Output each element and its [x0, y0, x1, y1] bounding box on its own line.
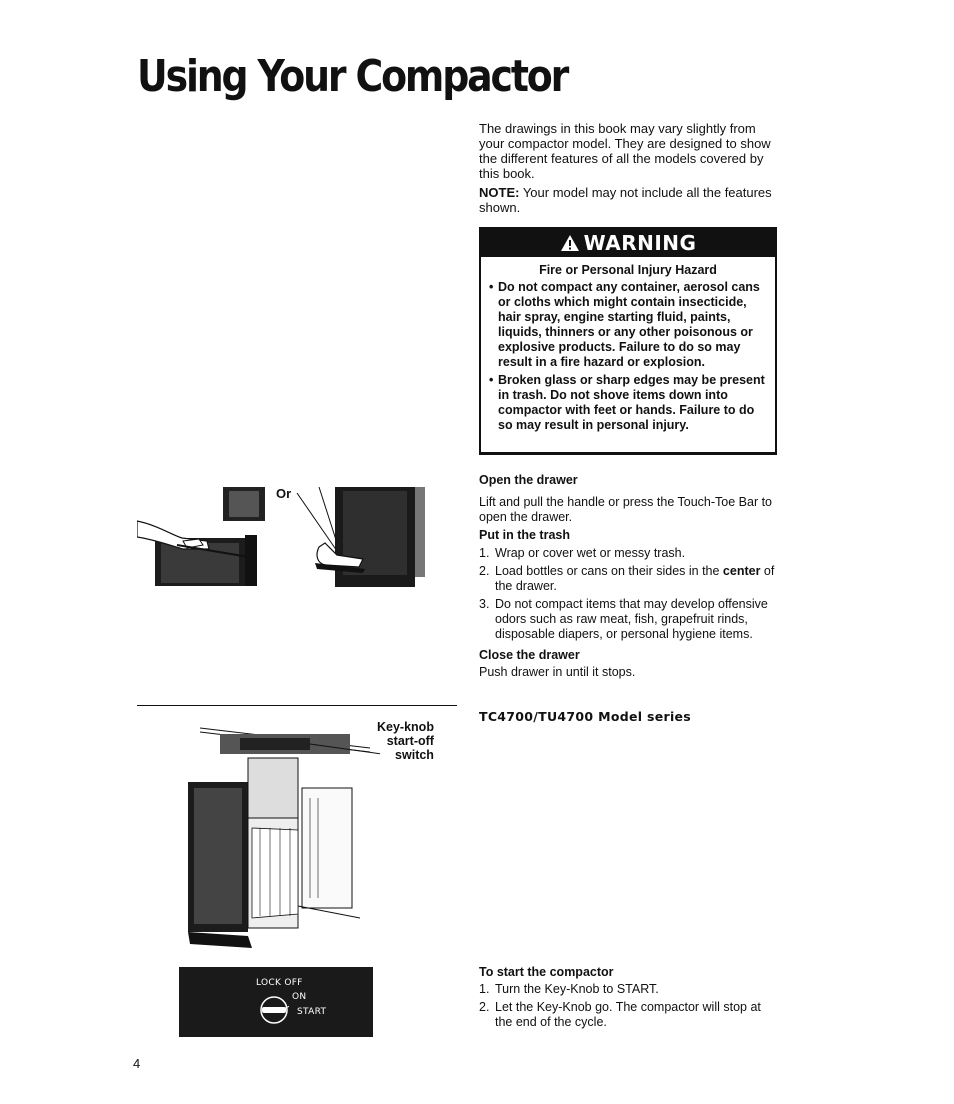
bullet-icon: •	[489, 280, 494, 294]
section-divider	[137, 705, 457, 706]
panel-on-label: ON	[292, 992, 307, 1002]
page-number: 4	[133, 1056, 141, 1071]
steps-section	[479, 473, 779, 680]
keyknob-icon[interactable]	[259, 995, 289, 1025]
list-item: 2. Let the Key-Knob go. The compactor will stop at the end of the cycle.	[479, 1000, 761, 1029]
intro-note	[479, 185, 779, 215]
warning-subheading: Fire or Personal Injury Hazard	[539, 263, 717, 277]
panel-start-label: START	[297, 1007, 327, 1017]
start-heading: To start the compactor	[479, 965, 614, 979]
page-title: Using Your Compactor	[137, 51, 568, 102]
intro-paragraph: The drawings in this book may vary slightly from your compactor model. They are designed to show the different features of all the models covered by this book.	[479, 121, 771, 181]
warning-heading: WARNING	[583, 231, 697, 255]
intro-section	[479, 121, 779, 219]
list-item: 3. Do not compact items that may develop offensive odors such as raw meat, fish, grapefruit rinds, disposable diapers, or personal hygiene items.	[479, 597, 768, 641]
put-trash-list	[479, 546, 779, 642]
warning-triangle-icon	[560, 234, 580, 252]
open-drawer-heading: Open the drawer	[479, 473, 578, 487]
warning-box	[479, 227, 777, 455]
list-item: 1. Turn the Key-Knob to START.	[479, 982, 659, 996]
start-section	[479, 965, 779, 1033]
warning-item: • Do not compact any container, aerosol cans or cloths which might contain insecticide, hair spray, engine starting fluid, paints, liquids, thinners or any other poisonous or explosive products. Failure to do so may result in a fire hazard or explosion.	[489, 280, 760, 369]
note-label: NOTE:	[479, 185, 520, 200]
panel-lock-off-label: LOCK OFF	[256, 978, 303, 988]
start-list	[479, 982, 779, 1030]
keyknob-label: Key-knob start-off switch	[377, 720, 434, 762]
note-text: Your model may not include all the features shown.	[479, 185, 772, 215]
close-drawer-text: Push drawer in until it stops.	[479, 665, 636, 679]
put-trash-heading: Put in the trash	[479, 528, 570, 542]
list-item: 2. Load bottles or cans on their sides in the center of the drawer.	[479, 564, 775, 593]
compactor-keyknob-illustration	[180, 718, 380, 950]
warning-list	[481, 280, 775, 433]
model-series-heading: TC4700/TU4700 Model series	[479, 709, 692, 724]
warning-item: • Broken glass or sharp edges may be present in trash. Do not shove items down into compactor with feet or hands. Failure to do so may result in personal injury.	[489, 373, 765, 432]
list-item: 1. Wrap or cover wet or messy trash.	[479, 546, 686, 560]
or-label: Or	[276, 486, 292, 501]
close-drawer-heading: Close the drawer	[479, 648, 580, 662]
open-drawer-text: Lift and pull the handle or press the Touch-Toe Bar to open the drawer.	[479, 495, 773, 524]
keyknob-panel	[179, 967, 373, 1037]
warning-header	[481, 229, 775, 257]
bullet-icon: •	[489, 373, 494, 387]
